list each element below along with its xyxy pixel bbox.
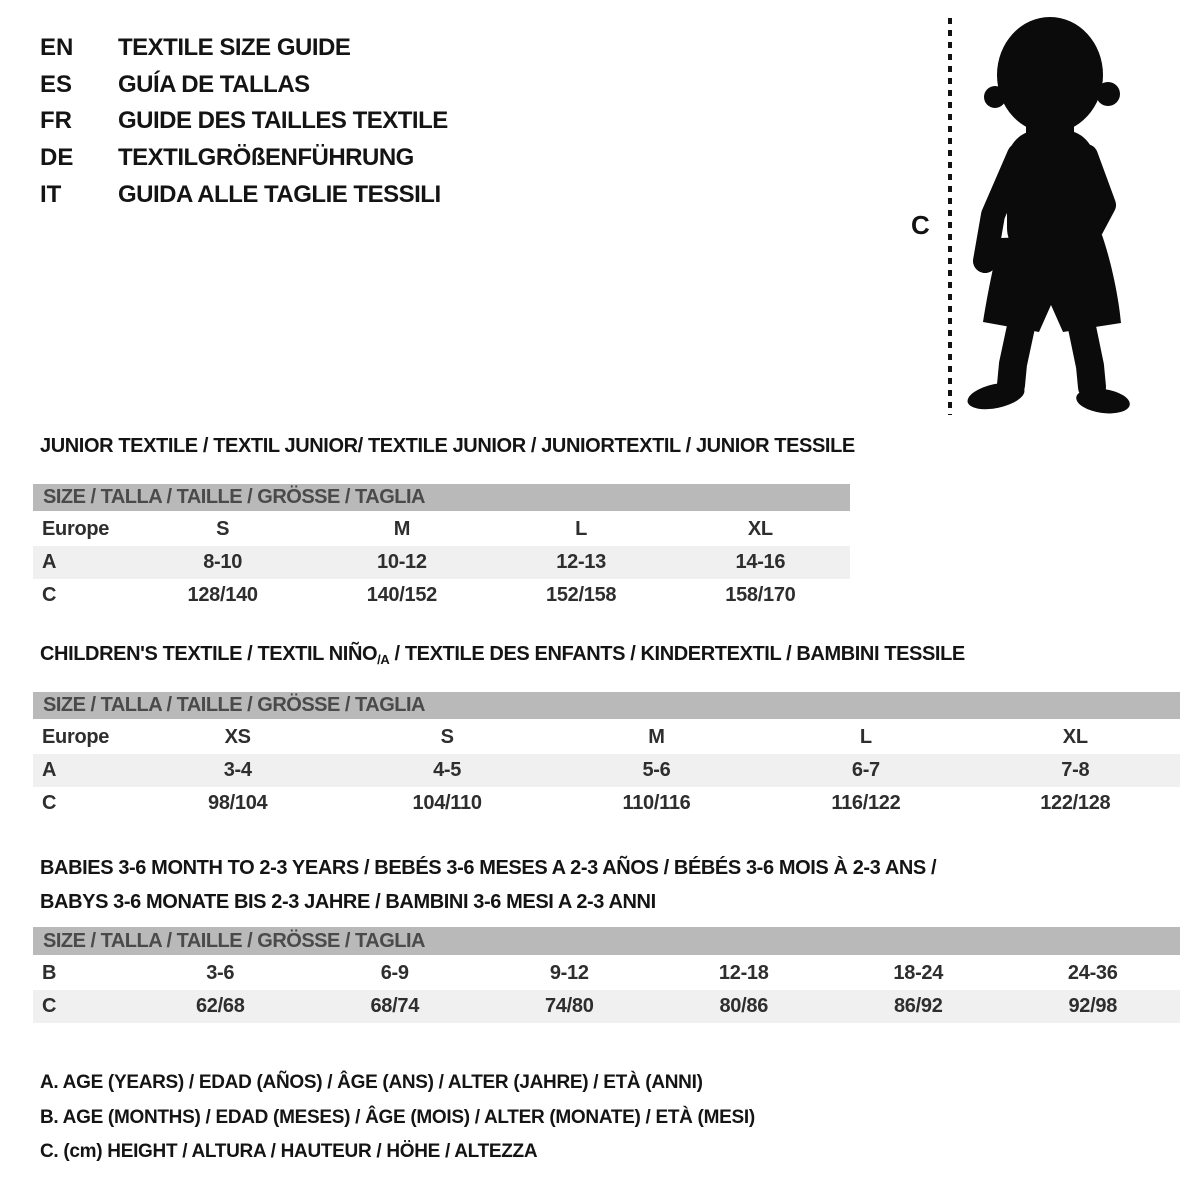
lang-code: DE (40, 144, 74, 172)
cell-value: 7-8 (1061, 759, 1090, 781)
table-row (33, 513, 850, 546)
lang-title: GUIDE DES TAILLES TEXTILE (118, 107, 448, 135)
cell-value: M (648, 726, 665, 748)
lang-row (40, 30, 448, 67)
children-section-title (40, 643, 965, 667)
table-row (33, 990, 1180, 1023)
cell-value: XS (224, 726, 251, 748)
note-c: C. (cm) HEIGHT / ALTURA / HAUTEUR / HÖHE / ALTEZZA (40, 1141, 538, 1162)
table-row (33, 579, 850, 612)
cell-value: 14-16 (735, 551, 786, 573)
cell-value: 3-6 (206, 962, 235, 984)
row-label: C (42, 584, 57, 606)
babies-title-line1: BABIES 3-6 MONTH TO 2-3 YEARS / BEBÉS 3-6 MESES A 2-3 AÑOS / BÉBÉS 3-6 MOIS À 2-3 ANS / (40, 857, 937, 879)
cell-value: S (216, 518, 230, 540)
table-row (33, 546, 850, 579)
lang-code: IT (40, 180, 62, 208)
junior-size-table (33, 484, 850, 612)
cell-value: 80/86 (719, 995, 769, 1017)
lang-title: GUIDA ALLE TAGLIE TESSILI (118, 180, 441, 208)
lang-row (40, 103, 448, 140)
cell-value: 110/116 (622, 792, 691, 814)
lang-row (40, 176, 448, 213)
children-title-sub: /A (377, 652, 390, 667)
cell-value: L (859, 726, 872, 748)
cell-value: 74/80 (544, 995, 594, 1017)
row-label: B (42, 962, 57, 984)
size-bar: SIZE / TALLA / TAILLE / GRÖSSE / TAGLIA (33, 484, 850, 511)
cell-value: XL (747, 518, 773, 540)
row-label: Europe (42, 726, 110, 748)
cell-value: 6-7 (851, 759, 880, 781)
cell-value: 116/122 (831, 792, 901, 814)
lang-row (40, 67, 448, 104)
cell-value: 98/104 (208, 792, 268, 814)
footnotes (40, 1066, 755, 1170)
cell-value: XL (1062, 726, 1088, 748)
children-title-post: / TEXTILE DES ENFANTS / KINDERTEXTIL / BAMBINI TESSILE (389, 643, 965, 665)
size-bar: SIZE / TALLA / TAILLE / GRÖSSE / TAGLIA (33, 927, 1180, 955)
note-b: B. AGE (MONTHS) / EDAD (MESES) / ÂGE (MOIS) / ALTER (MONATE) / ETÀ (MESI) (40, 1106, 755, 1128)
babies-section-title (40, 851, 936, 919)
height-measure-line (948, 18, 952, 415)
babies-size-table (33, 927, 1180, 1023)
cell-value: 152/158 (546, 584, 617, 606)
note-a: A. AGE (YEARS) / EDAD (AÑOS) / ÂGE (ANS) / ALTER (JAHRE) / ETÀ (ANNI) (40, 1072, 703, 1093)
cell-value: 9-12 (549, 962, 589, 984)
cell-value: 128/140 (187, 584, 258, 606)
cell-value: 92/98 (1068, 995, 1118, 1017)
cell-value: 18-24 (893, 962, 944, 984)
lang-code: ES (40, 70, 73, 98)
row-label: A (42, 759, 57, 781)
size-bar: SIZE / TALLA / TAILLE / GRÖSSE / TAGLIA (33, 692, 1180, 719)
cell-value: 10-12 (377, 551, 427, 573)
cell-value: 68/74 (370, 995, 420, 1017)
row-label: C (42, 995, 57, 1017)
cell-value: 62/68 (195, 995, 245, 1017)
cell-value: 104/110 (412, 792, 482, 814)
cell-value: S (440, 726, 454, 748)
height-measure-label: C (911, 210, 930, 240)
lang-title: TEXTILE SIZE GUIDE (118, 34, 351, 62)
cell-value: 158/170 (725, 584, 796, 606)
cell-value: L (575, 518, 588, 540)
cell-value: 24-36 (1067, 962, 1118, 984)
row-label: A (42, 551, 57, 573)
children-size-table (33, 692, 1180, 820)
lang-row (40, 140, 448, 177)
babies-title-line2: BABYS 3-6 MONATE BIS 2-3 JAHRE / BAMBINI 3-6 MESI A 2-3 ANNI (40, 891, 656, 913)
junior-section-title: JUNIOR TEXTILE / TEXTIL JUNIOR/ TEXTILE JUNIOR / JUNIORTEXTIL / JUNIOR TESSILE (40, 435, 855, 457)
row-label: C (42, 792, 57, 814)
table-row (33, 957, 1180, 990)
cell-value: 86/92 (893, 995, 943, 1017)
table-row (33, 787, 1180, 820)
lang-code: EN (40, 34, 74, 62)
cell-value: 122/128 (1040, 792, 1111, 814)
cell-value: 8-10 (203, 551, 243, 573)
table-row (33, 721, 1180, 754)
toddler-silhouette-icon (962, 14, 1140, 416)
lang-title: TEXTILGRÖßENFÜHRUNG (118, 144, 414, 172)
cell-value: 3-4 (223, 759, 252, 781)
cell-value: 12-13 (556, 551, 606, 573)
row-label: Europe (42, 518, 110, 540)
cell-value: 12-18 (718, 962, 769, 984)
cell-value: 4-5 (433, 759, 462, 781)
table-row (33, 754, 1180, 787)
children-title-pre: CHILDREN'S TEXTILE / TEXTIL NIÑO (40, 643, 378, 665)
cell-value: M (393, 518, 411, 540)
cell-value: 6-9 (380, 962, 409, 984)
cell-value: 140/152 (366, 584, 437, 606)
language-title-block (40, 30, 448, 213)
lang-title: GUÍA DE TALLAS (118, 70, 310, 98)
lang-code: FR (40, 107, 72, 135)
cell-value: 5-6 (642, 759, 671, 781)
